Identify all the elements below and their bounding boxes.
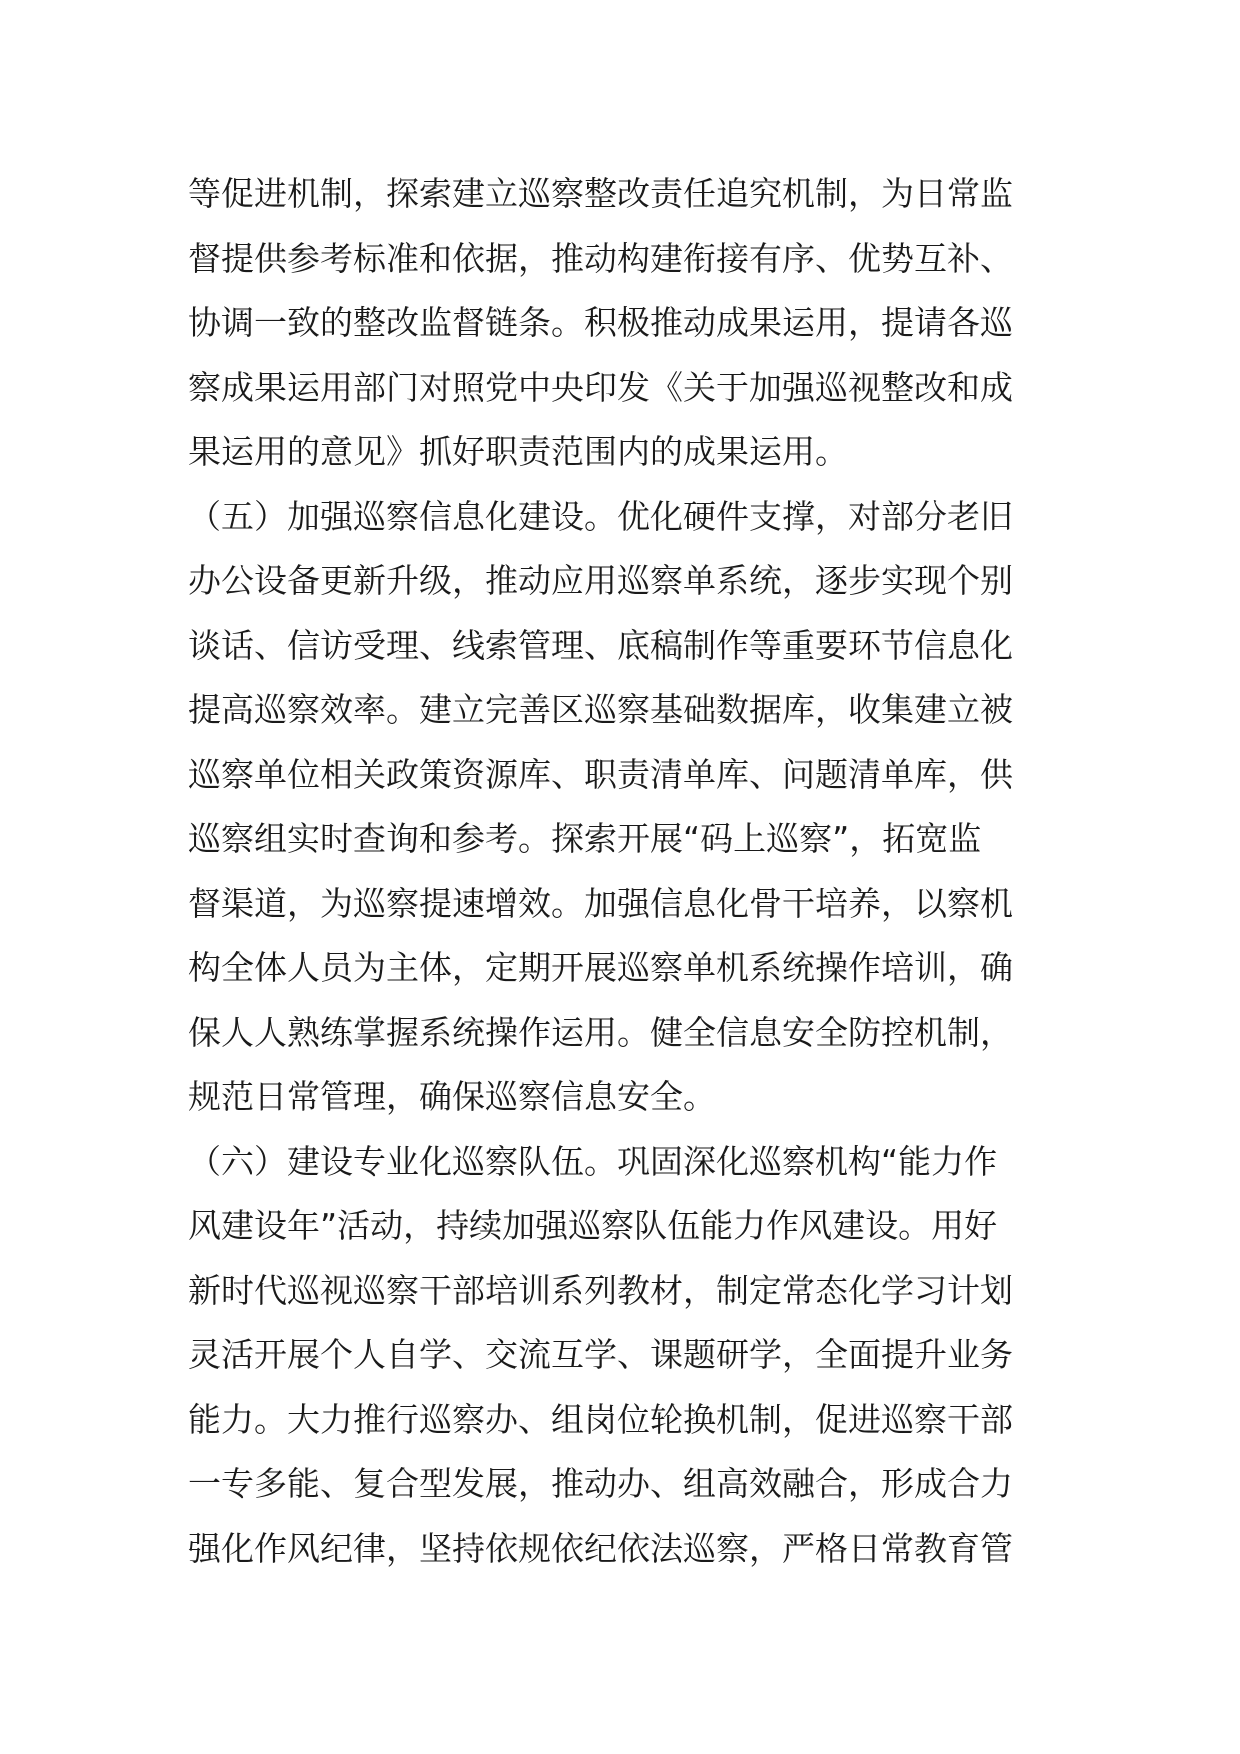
text-line-22: 强化作风纪律，坚持依规依纪依法巡察，严格日常教育管 xyxy=(188,1528,1013,1568)
text-line-20: 能力。大力推行巡察办、组岗位轮换机制，促进巡察干部 xyxy=(188,1399,1013,1439)
text-line-3: 协调一致的整改监督链条。积极推动成果运用，提请各巡 xyxy=(188,303,1013,342)
text-line-14: 保人人熟练掌握系统操作运用。健全信息安全防控机制， xyxy=(188,1012,1013,1052)
text-line-16: （六）建设专业化巡察队伍。巩固深化巡察机构“能力作 xyxy=(188,1141,998,1181)
text-line-1: 等促进机制，探索建立巡察整改责任追究机制，为日常监 xyxy=(188,174,1013,213)
text-line-2: 督提供参考标准和依据，推动构建衔接有序、优势互补、 xyxy=(188,238,1013,278)
text-line-12: 督渠道，为巡察提速增效。加强信息化骨干培养，以察机 xyxy=(188,883,1013,923)
text-line-5: 果运用的意见》抓好职责范围内的成果运用。 xyxy=(188,432,848,471)
text-line-6: （五）加强巡察信息化建设。优化硬件支撑，对部分老旧 xyxy=(188,496,1013,536)
text-line-10: 巡察单位相关政策资源库、职责清单库、问题清单库，供 xyxy=(188,754,1013,794)
body-text xyxy=(188,162,1058,1581)
text-line-9: 提高巡察效率。建立完善区巡察基础数据库，收集建立被 xyxy=(188,690,1013,729)
text-line-8: 谈话、信访受理、线索管理、底稿制作等重要环节信息化 xyxy=(188,625,1013,665)
text-line-15: 规范日常管理，确保巡察信息安全。 xyxy=(188,1077,716,1116)
text-line-17: 风建设年”活动，持续加强巡察队伍能力作风建设。用好 xyxy=(188,1206,998,1245)
text-line-7: 办公设备更新升级，推动应用巡察单系统，逐步实现个别 xyxy=(188,561,1013,600)
text-line-13: 构全体人员为主体，定期开展巡察单机系统操作培训，确 xyxy=(188,948,1013,987)
text-line-18: 新时代巡视巡察干部培训系列教材，制定常态化学习计划 xyxy=(188,1270,1013,1310)
text-line-4: 察成果运用部门对照党中央印发《关于加强巡视整改和成 xyxy=(188,367,1013,407)
text-line-19: 灵活开展个人自学、交流互学、课题研学，全面提升业务 xyxy=(188,1335,1013,1374)
text-line-11: 巡察组实时查询和参考。探索开展“码上巡察”，拓宽监 xyxy=(188,819,982,858)
text-line-21: 一专多能、复合型发展，推动办、组高效融合，形成合力 xyxy=(188,1464,1013,1503)
